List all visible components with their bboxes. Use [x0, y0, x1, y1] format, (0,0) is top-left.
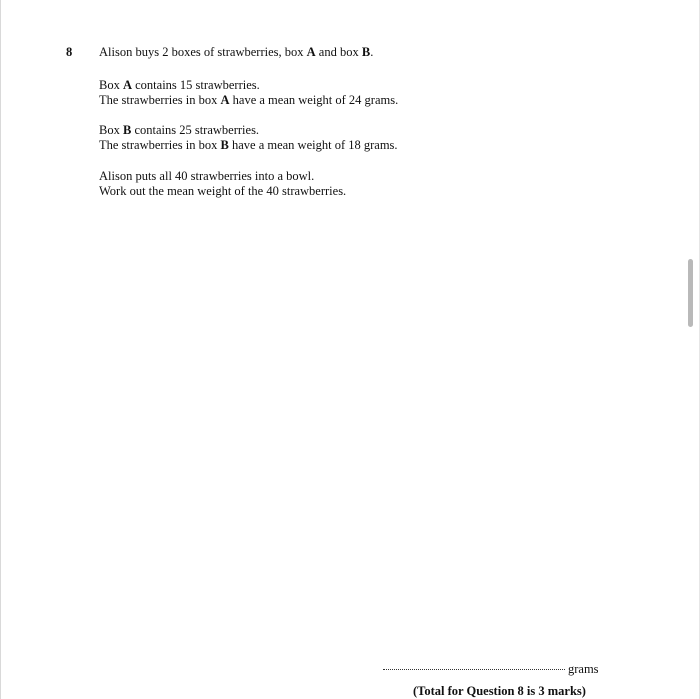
answer-dotted-field[interactable] [383, 669, 565, 670]
box-b-count-line [99, 123, 398, 138]
box-a-info [99, 78, 398, 108]
box-a-count-end: contains 15 strawberries. [132, 78, 260, 92]
box-a-count-label: A [122, 78, 132, 92]
box-a-mean-end: have a mean weight of 24 grams. [229, 93, 399, 107]
total-marks: (Total for Question 8 is 3 marks) [413, 684, 586, 698]
box-b-mean-end: have a mean weight of 18 grams. [228, 138, 398, 152]
question-number: 8 [66, 45, 73, 59]
question-intro [99, 45, 373, 60]
box-b-info [99, 123, 398, 153]
box-a-count-start: Box [99, 78, 123, 92]
box-a-mean-line [99, 93, 398, 108]
box-a-mean-start: The strawberries in box [99, 93, 221, 107]
intro-text-start: Alison buys 2 boxes of strawberries, box [99, 45, 307, 59]
answer-line [383, 662, 599, 677]
intro-text-end: . [370, 45, 374, 59]
box-b-mean-label: B [220, 138, 229, 152]
task-instructions [99, 169, 346, 199]
answer-unit: grams [568, 662, 599, 676]
vertical-scrollbar[interactable] [688, 259, 693, 327]
page-left-edge [0, 0, 1, 699]
box-b-count-start: Box [99, 123, 123, 137]
box-b-count-label: B [122, 123, 132, 137]
task-line-2: Work out the mean weight of the 40 strawberries. [99, 184, 347, 198]
box-a-mean-label: A [220, 93, 230, 107]
box-b-mean-start: The strawberries in box [99, 138, 221, 152]
intro-line [99, 45, 373, 60]
task-line-1: Alison puts all 40 strawberries into a bowl. [99, 169, 315, 183]
intro-box-a-label: A [306, 45, 316, 59]
intro-text-middle: and box [315, 45, 362, 59]
box-a-count-line [99, 78, 398, 93]
intro-box-b-label: B [361, 45, 371, 59]
box-b-count-end: contains 25 strawberries. [131, 123, 260, 137]
box-b-mean-line [99, 138, 398, 153]
